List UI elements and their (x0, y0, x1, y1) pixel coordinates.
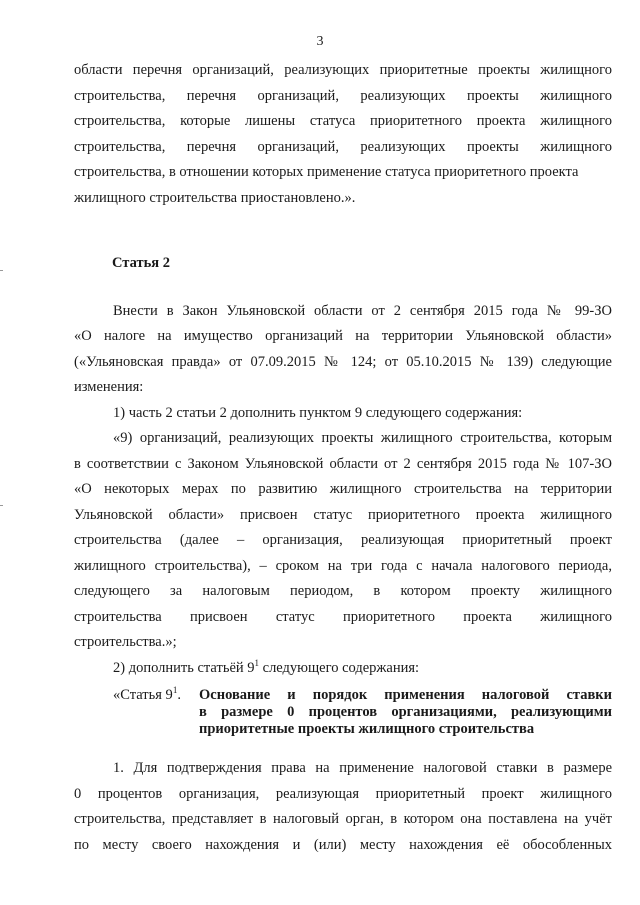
spacer (74, 748, 612, 756)
paragraph-line: («Ульяновская правда» от 07.09.2015 № 124; от 05.10.2015 № 139) следующие (74, 353, 612, 370)
new-article-title (199, 687, 612, 738)
superscript: 1 (254, 657, 260, 668)
intro-line: строительства, которые лишены статуса приоритетного проекта жилищного (74, 113, 612, 129)
new-article-title-line: Основание и порядок применения налоговой ставки (199, 687, 612, 703)
quote-line: жилищного строительства), – сроком на три года с начала налогового периода, (74, 557, 612, 574)
intro-line: строительства, в отношении которых применение статуса приоритетного проекта (74, 164, 579, 180)
item-2-suffix: следующего содержания: (259, 659, 420, 676)
document-body (74, 58, 612, 858)
paragraph-line: изменения: (74, 379, 144, 395)
quote-line: «9) организаций, реализующих проекты жилищного строительства, которым (113, 430, 612, 446)
quote-line: строительства.»; (74, 634, 177, 650)
quote-line: строительства присвоен статус приоритетного проекта жилищного (74, 608, 612, 625)
clause-line: по месту своего нахождения и (или) месту нахождения её обособленных (74, 836, 612, 853)
new-article-title-line: в размере 0 процентов организациями, реализующими (199, 704, 612, 720)
clause-line: 1. Для подтверждения права на применение налоговой ставки в размере (113, 760, 612, 776)
quote-line: строительства (далее – организация, реализующая приоритетный проект (74, 532, 612, 548)
paragraph-line: «О налоге на имущество организаций на территории Ульяновской области» (74, 328, 612, 344)
superscript: 1 (172, 685, 178, 696)
intro-line: строительства, перечня организаций, реализующих проекты жилищного (74, 138, 612, 155)
intro-line: жилищного строительства приостановлено.». (74, 189, 356, 206)
quote-line: в соответствии с Законом Ульяновской области от 2 сентября 2015 года № 107-ЗО (74, 455, 612, 472)
paragraph-line: Внести в Закон Ульяновской области от 2 сентября 2015 года № 99-ЗО (113, 302, 612, 319)
margin-mark (0, 505, 3, 506)
clause-line: 0 процентов организация, реализующая приоритетный проект жилищного (74, 785, 612, 802)
intro-line: области перечня организаций, реализующих приоритетные проекты жилищного (74, 62, 612, 78)
item-2-prefix: 2) дополнить статьёй 9 (113, 659, 255, 676)
clause-line: строительства, представляет в налоговый орган, в котором она поставлена на учёт (74, 811, 612, 827)
new-article-lead-dot: . (177, 687, 181, 703)
item-2 (74, 656, 612, 682)
item-1: 1) часть 2 статьи 2 дополнить пунктом 9 следующего содержания: (113, 404, 523, 421)
margin-mark (0, 270, 3, 271)
new-article-title-line: приоритетные проекты жилищного строительства (199, 721, 535, 737)
quote-line: следующего за налоговым периодом, в котором проекту жилищного (74, 583, 612, 599)
article-heading: Статья 2 (112, 255, 170, 271)
new-article-header (113, 687, 612, 738)
new-article-lead (113, 687, 199, 704)
new-article-lead-text: «Статья 9 (113, 687, 173, 703)
intro-line: строительства, перечня организаций, реализующих проекты жилищного (74, 87, 612, 104)
quote-line: Ульяновской области» присвоен статус приоритетного проекта жилищного (74, 506, 612, 523)
page-number: 3 (316, 34, 324, 49)
quote-line: «О некоторых мерах по развитию жилищного строительства на территории (74, 481, 612, 497)
